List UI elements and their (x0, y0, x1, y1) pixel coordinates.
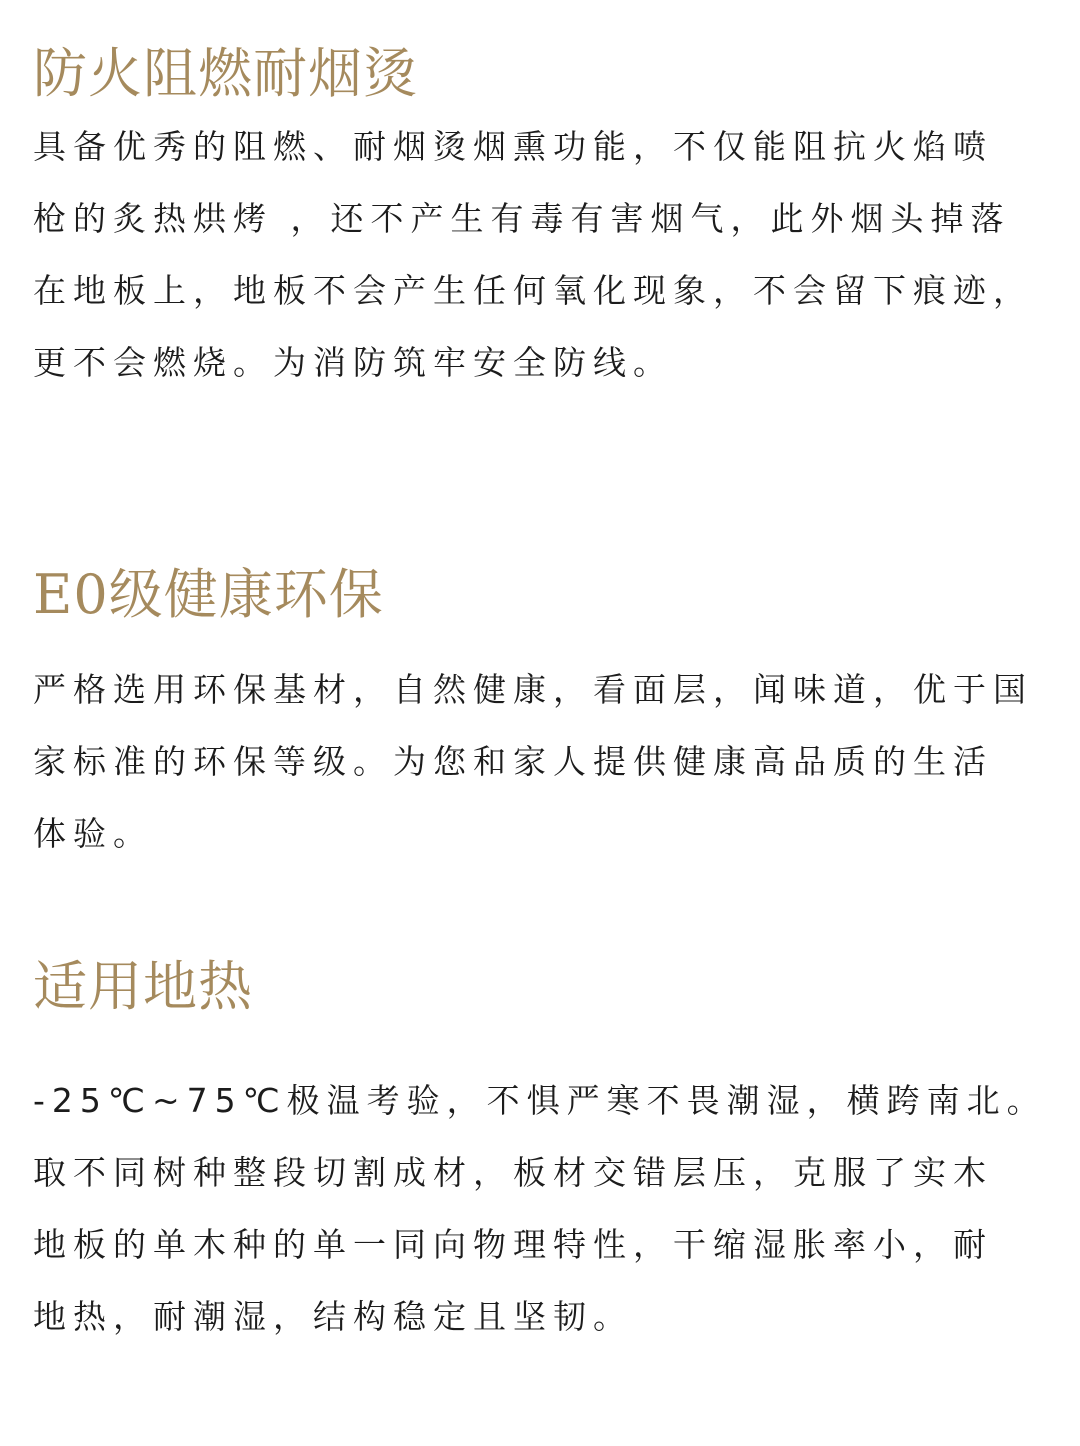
text-line: 枪的炙热烘烤 ，还不产生有毒有害烟气，此外烟头掉落 (33, 199, 1011, 238)
section-body-fire-resistance (33, 111, 1033, 399)
text-line: 家标准的环保等级。为您和家人提供健康高品质的生活 (33, 742, 993, 781)
text-line: 具备优秀的阻燃、耐烟烫烟熏功能，不仅能阻抗火焰喷 (33, 127, 993, 166)
text-line: 地板的单木种的单一同向物理特性，干缩湿胀率小，耐 (33, 1225, 993, 1264)
text-line: 在地板上，地板不会产生任何氧化现象，不会留下痕迹， (33, 271, 1033, 310)
section-body-e0-eco (33, 654, 1033, 870)
section-heading-fire-resistance: 防火阻燃耐烟烫 (33, 42, 418, 105)
text-line: 取不同树种整段切割成材，板材交错层压，克服了实木 (33, 1153, 993, 1192)
text-line: 更不会燃烧。为消防筑牢安全防线。 (33, 343, 673, 382)
text-line: 体验。 (33, 814, 153, 853)
section-heading-e0-eco: E0级健康环保 (33, 563, 384, 626)
text-line: 严格选用环保基材，自然健康，看面层，闻味道，优于国 (33, 670, 1033, 709)
section-body-floor-heating (33, 1065, 1047, 1353)
text-line: 地热，耐潮湿，结构稳定且坚韧。 (33, 1297, 633, 1336)
section-heading-floor-heating: 适用地热 (33, 955, 253, 1018)
text-line: -25℃~75℃极温考验，不惧严寒不畏潮湿，横跨南北。 (33, 1081, 1047, 1120)
